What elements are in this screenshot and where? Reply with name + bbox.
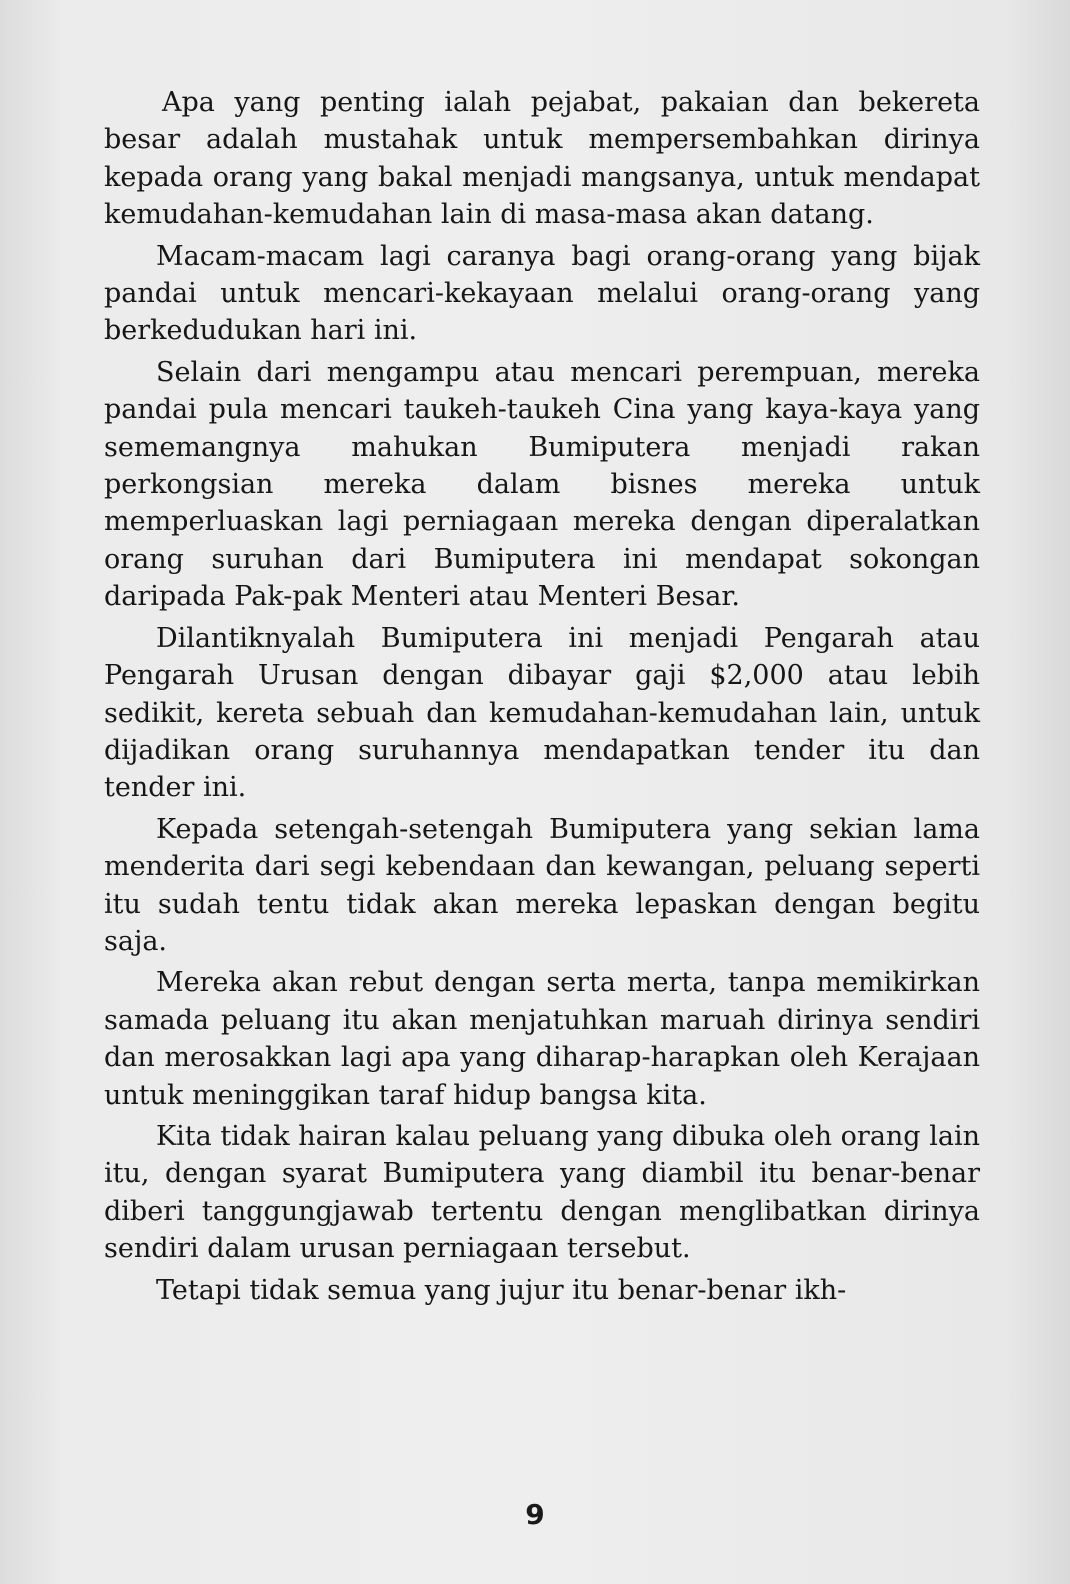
paragraph: Macam-macam lagi caranya bagi orang-orang yang bijak pandai untuk mencari-kekayaan melalui orang-orang yang berkedudukan hari ini.: [104, 240, 980, 347]
paragraph: Kita tidak hairan kalau peluang yang dibuka oleh orang lain itu, dengan syarat Bumiputera yang diambil itu benar-benar diberi tanggungjawab tertentu dengan menglibatkan dirinya sendiri dalam urusan perniagaan tersebut.: [104, 1120, 980, 1265]
body-text: [104, 84, 980, 1313]
paragraph: Apa yang penting ialah pejabat, pakaian dan bekereta besar adalah mustahak untuk mempersembahkan dirinya kepada orang yang bakal menjadi mangsanya, untuk mendapat kemudahan-kemudahan lain di masa-masa akan datang.: [104, 87, 980, 231]
paragraph: Dilantiknyalah Bumiputera ini menjadi Pengarah atau Pengarah Urusan dengan dibayar gaji $2,000 atau lebih sedikit, kereta sebuah dan kemudahan-kemudahan lain, untuk dijadikan orang suruhannya mendapatkan tender itu dan tender ini.: [104, 622, 980, 804]
paragraph: Tetapi tidak semua yang jujur itu benar-benar ikh-: [156, 1274, 847, 1306]
paragraph: Mereka akan rebut dengan serta merta, tanpa memikirkan samada peluang itu akan menjatuhkan maruah dirinya sendiri dan merosakkan lagi apa yang diharap-harapkan oleh Kerajaan untuk meninggikan taraf hidup bangsa kita.: [104, 967, 980, 1111]
page-number: 9: [525, 1498, 545, 1531]
paragraph: Kepada setengah-setengah Bumiputera yang sekian lama menderita dari segi kebendaan dan kewangan, peluang seperti itu sudah tentu tidak akan mereka lepaskan dengan begitu saja.: [104, 813, 980, 957]
paragraph: Selain dari mengampu atau mencari perempuan, mereka pandai pula mencari taukeh-taukeh Cina yang kaya-kaya yang sememangnya mahukan Bumiputera menjadi rakan perkongsian mereka dalam bisnes mereka untuk memperluaskan lagi perniagaan mereka dengan diperalatkan orang suruhan dari Bumiputera ini mendapat sokongan daripada Pak-pak Menteri atau Menteri Besar.: [104, 356, 980, 613]
